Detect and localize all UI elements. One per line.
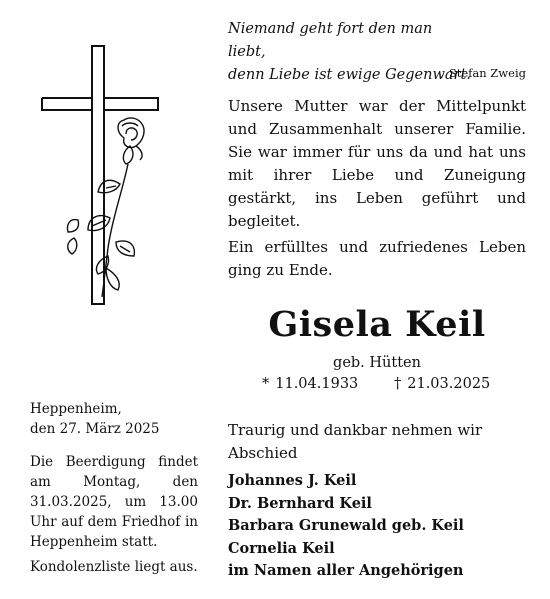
birth-name: geb. Hütten (333, 355, 421, 371)
mourner-name: Dr. Bernhard Keil (228, 494, 372, 512)
quote-line-2: denn Liebe ist ewige Gegenwart. (228, 67, 471, 83)
mourner-name: Johannes J. Keil (228, 472, 357, 489)
mourners-intro: Traurig und dankbar nehmen wir Abschied (228, 421, 483, 462)
place-date (30, 399, 198, 439)
cross-with-rose-icon (36, 42, 166, 314)
mourners-list (228, 470, 526, 583)
birth-date: 11.04.1933 (275, 376, 359, 392)
quote-line-1: Niemand geht fort den man liebt, (228, 21, 433, 60)
mourner-name: Cornelia Keil (228, 539, 335, 557)
tribute-paragraph-2: Ein erfülltes und zufriedenes Leben ging zu Ende. (228, 238, 526, 279)
tribute-paragraph-1: Unsere Mutter war der Mittelpunkt und Zusammenhalt unserer Familie. Sie war immer für uns da und hat uns mit ihrer Liebe und Zuneigung gestärkt, ins Leben geführt und begleitet. (228, 97, 526, 230)
birth-star-icon: * (262, 376, 270, 392)
quote-author: Stefan Zweig (448, 66, 526, 80)
death-date: 21.03.2025 (407, 376, 491, 392)
funeral-info: Die Beerdigung findet am Montag, den 31.03.2025, um 13.00 Uhr auf dem Friedhof in Heppenheim statt. (30, 454, 198, 550)
death-date-group (394, 376, 490, 392)
condolence-note: Kondolenzliste liegt aus. (30, 559, 198, 575)
mourner-name: im Namen aller Angehörigen (228, 562, 464, 579)
place: Heppenheim, (30, 401, 122, 417)
deceased-name: Gisela Keil (268, 304, 486, 345)
notice-date: den 27. März 2025 (30, 421, 160, 437)
birth-date-group (262, 376, 358, 392)
death-cross-icon: † (394, 376, 402, 392)
mourner-name: Barbara Grunewald geb. Keil (228, 517, 464, 534)
